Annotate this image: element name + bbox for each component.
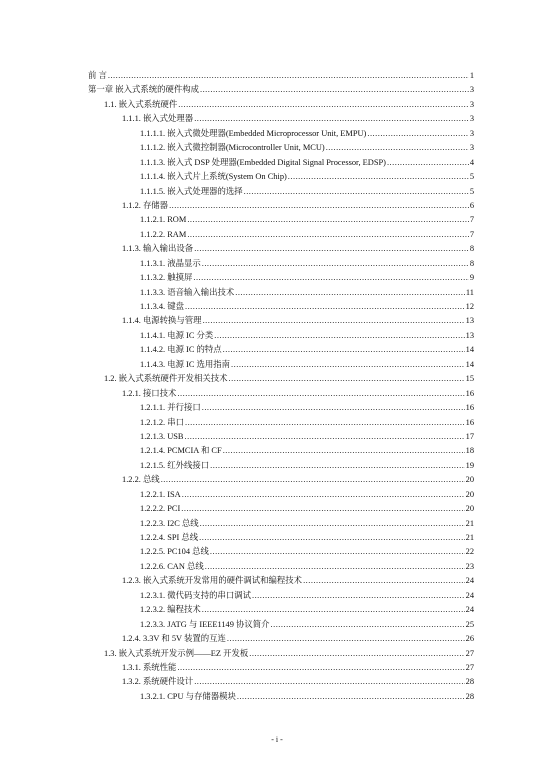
toc-entry-page-number: 25 [465, 619, 474, 629]
toc-entry[interactable] [88, 83, 474, 97]
toc-leader-dots [387, 156, 469, 170]
toc-entry-page-number: 8 [469, 244, 474, 254]
toc-entry-title: 1.1.1. 嵌入式处理器 [122, 114, 194, 124]
page-footer-number: - i - [271, 735, 283, 744]
toc-leader-dots [203, 314, 465, 328]
toc-leader-dots [227, 632, 465, 646]
toc-entry-title: 1.2.3. 嵌入式系统开发常用的硬件调试和编程技术 [122, 576, 303, 586]
toc-leader-dots [223, 444, 465, 458]
toc-entry-page-number: 21 [465, 518, 474, 528]
toc-entry-title: 1.1.4. 电源转换与管理 [122, 316, 202, 326]
toc-entry[interactable] [88, 213, 474, 227]
toc-entry-page-number: 19 [465, 460, 474, 470]
toc-entry-title: 1.2.2.3. I2C 总线 [140, 518, 199, 528]
toc-entry-title: 1.2.1.4. PCMCIA 和 CF [140, 446, 222, 456]
toc-entry[interactable] [88, 416, 474, 430]
toc-leader-dots [223, 343, 465, 357]
toc-entry[interactable] [88, 603, 474, 617]
toc-entry-page-number: 20 [465, 475, 474, 485]
toc-leader-dots [210, 459, 465, 473]
toc-entry[interactable] [88, 661, 474, 675]
toc-entry-title: 1.1.4.1. 电源 IC 分类 [140, 330, 214, 340]
toc-entry[interactable] [88, 545, 474, 559]
toc-entry[interactable] [88, 690, 474, 704]
toc-leader-dots [169, 199, 469, 213]
toc-entry[interactable] [88, 286, 474, 300]
toc-entry-page-number: 1 [469, 71, 474, 80]
toc-entry[interactable] [88, 430, 474, 444]
toc-entry[interactable] [88, 459, 474, 473]
toc-leader-dots [185, 430, 465, 444]
toc-entry-page-number: 23 [465, 561, 474, 571]
toc-entry-page-number: 12 [465, 302, 474, 311]
toc-entry[interactable] [88, 517, 474, 531]
toc-leader-dots [108, 69, 469, 83]
toc-entry-page-number: 3 [469, 114, 474, 124]
toc-entry-page-number: 28 [465, 677, 474, 687]
table-of-contents [88, 69, 474, 704]
toc-leader-dots [202, 603, 465, 617]
toc-entry[interactable] [88, 560, 474, 574]
toc-entry-page-number: 27 [465, 662, 474, 672]
toc-leader-dots [177, 387, 464, 401]
toc-entry-title: 1.1.2. 存储器 [122, 200, 169, 210]
toc-entry-page-number: 4 [469, 157, 474, 167]
toc-entry[interactable] [88, 242, 474, 256]
toc-leader-dots [199, 531, 464, 545]
toc-entry-title: 第一章 嵌入式系统的硬件构成 [88, 85, 199, 95]
toc-entry-page-number: 5 [469, 186, 474, 196]
toc-leader-dots [288, 170, 469, 184]
toc-leader-dots [210, 545, 465, 559]
toc-entry[interactable] [88, 329, 474, 343]
toc-entry-page-number: 7 [469, 215, 474, 225]
toc-entry[interactable] [88, 156, 474, 170]
toc-leader-dots [161, 473, 465, 487]
toc-leader-dots [367, 127, 468, 141]
toc-entry-title: 1.2.1.2. 串口 [140, 417, 184, 427]
toc-entry[interactable] [88, 300, 474, 314]
toc-entry[interactable] [88, 387, 474, 401]
toc-entry-page-number: 20 [465, 504, 474, 514]
toc-entry-page-number: 18 [465, 446, 474, 456]
toc-leader-dots [229, 372, 465, 386]
toc-entry-page-number: 9 [469, 273, 474, 283]
toc-entry-page-number: 22 [465, 547, 474, 557]
toc-entry-page-number: 3 [469, 128, 474, 138]
toc-entry-page-number: 7 [469, 229, 474, 239]
toc-entry-title: 1.1.1.3. 嵌入式 DSP 处理器(Embedded Digital Signal Processor, EDSP) [140, 157, 386, 167]
toc-entry-page-number: 3 [469, 99, 474, 109]
toc-entry[interactable] [88, 488, 474, 502]
toc-entry-page-number: 26 [465, 634, 474, 644]
toc-entry[interactable] [88, 372, 474, 386]
toc-entry-page-number: 16 [465, 417, 474, 427]
toc-entry[interactable] [88, 473, 474, 487]
toc-entry-title: 1.2.1. 接口技术 [122, 388, 177, 398]
toc-leader-dots [177, 661, 464, 675]
toc-entry-page-number: 24 [465, 590, 474, 600]
toc-entry-page-number: 8 [469, 258, 474, 268]
toc-entry-title: 1.2.1.5. 红外线接口 [140, 460, 210, 470]
toc-leader-dots [271, 618, 465, 632]
toc-entry[interactable] [88, 185, 474, 199]
toc-entry[interactable] [88, 141, 474, 155]
toc-entry[interactable] [88, 675, 474, 689]
toc-leader-dots [194, 112, 469, 126]
toc-entry-title: 1.1.3.3. 语音输入输出技术 [140, 287, 235, 297]
toc-entry-page-number: 13 [465, 330, 474, 340]
toc-entry[interactable] [88, 98, 474, 112]
toc-entry-title: 1.2.2.4. SPI 总线 [140, 533, 199, 542]
toc-entry-page-number: 27 [465, 648, 474, 658]
toc-entry-page-number: 15 [465, 374, 474, 384]
toc-leader-dots [182, 488, 465, 502]
toc-entry-title: 1.1.1.2. 嵌入式微控制器(Microcontroller Unit, MCU) [140, 143, 325, 153]
toc-entry[interactable] [88, 127, 474, 141]
toc-entry-page-number: 28 [465, 691, 474, 701]
toc-entry[interactable] [88, 632, 474, 646]
toc-entry[interactable] [88, 589, 474, 603]
toc-entry[interactable] [88, 444, 474, 458]
toc-leader-dots [237, 690, 465, 704]
toc-entry-page-number: 14 [465, 345, 474, 355]
toc-entry[interactable] [88, 228, 474, 242]
toc-entry-title: 1.1.3. 输入输出设备 [122, 244, 194, 254]
toc-leader-dots [194, 675, 464, 689]
toc-entry-title: 1.1.2.1. ROM [140, 215, 187, 225]
toc-entry-page-number: 16 [465, 388, 474, 398]
toc-entry-title: 1.1.4.3. 电源 IC 选用指南 [140, 359, 231, 369]
toc-entry[interactable] [88, 257, 474, 271]
toc-leader-dots [187, 213, 469, 227]
toc-entry-title: 1.1.1.1. 嵌入式微处理器(Embedded Microprocessor Unit, EMPU) [140, 128, 367, 138]
toc-entry-page-number: 24 [465, 576, 474, 586]
toc-entry[interactable] [88, 170, 474, 184]
toc-entry-title: 1.1.2.2. RAM [140, 229, 187, 239]
toc-leader-dots [231, 358, 465, 372]
toc-entry-title: 1.1.3.4. 键盘 [140, 302, 184, 311]
toc-entry-page-number: 6 [469, 200, 474, 210]
toc-entry-title: 1.3.1. 系统性能 [122, 662, 177, 672]
toc-entry-page-number: 13 [465, 316, 474, 326]
toc-leader-dots [185, 416, 465, 430]
toc-entry[interactable] [88, 314, 474, 328]
toc-leader-dots [205, 560, 465, 574]
toc-entry-page-number: 14 [465, 359, 474, 369]
toc-entry[interactable] [88, 618, 474, 632]
toc-leader-dots [187, 228, 469, 242]
toc-leader-dots [235, 286, 465, 300]
toc-entry-title: 1.1.3.1. 液晶显示 [140, 258, 201, 268]
toc-entry[interactable] [88, 199, 474, 213]
toc-entry-page-number: 3 [469, 85, 474, 95]
toc-entry-title: 1.3.2.1. CPU 与存储器模块 [140, 691, 236, 701]
toc-leader-dots [303, 574, 465, 588]
toc-entry-title: 前 言 [88, 71, 107, 80]
toc-leader-dots [194, 242, 469, 256]
toc-entry-title: 1.2.2.2. PCI [140, 504, 181, 514]
toc-entry-page-number: 17 [465, 431, 474, 441]
toc-entry[interactable] [88, 343, 474, 357]
toc-entry-page-number: 5 [469, 172, 474, 182]
toc-entry[interactable] [88, 502, 474, 516]
toc-entry-page-number: 20 [465, 489, 474, 499]
toc-entry-title: 1.1.1.5. 嵌入式处理器的选择 [140, 186, 243, 196]
toc-leader-dots [249, 647, 464, 661]
toc-entry[interactable] [88, 401, 474, 415]
toc-entry-page-number: 16 [465, 403, 474, 413]
toc-entry-title: 1.2.3.1. 微代码支持的串口调试 [140, 590, 251, 600]
toc-entry[interactable] [88, 358, 474, 372]
toc-leader-dots [326, 141, 469, 155]
toc-leader-dots [244, 185, 469, 199]
toc-entry-page-number: 3 [469, 143, 474, 153]
toc-entry-page-number: 11 [465, 287, 474, 297]
toc-leader-dots [193, 271, 468, 285]
toc-leader-dots [185, 300, 465, 314]
toc-entry-title: 1.2.2.1. ISA [140, 489, 181, 499]
toc-entry[interactable] [88, 69, 474, 83]
toc-entry-title: 1.2. 嵌入式系统硬件开发相关技术 [104, 374, 228, 384]
toc-entry-title: 1.1.4.2. 电源 IC 的特点 [140, 345, 222, 355]
toc-entry-title: 1.2.1.1. 并行接口 [140, 403, 201, 413]
toc-entry-title: 1.1.1.4. 嵌入式片上系统(System On Chip) [140, 172, 287, 182]
toc-leader-dots [202, 257, 469, 271]
toc-leader-dots [181, 502, 464, 516]
toc-entry-title: 1.2.2. 总线 [122, 475, 160, 485]
toc-entry[interactable] [88, 574, 474, 588]
toc-leader-dots [200, 83, 469, 97]
toc-leader-dots [178, 98, 469, 112]
toc-entry-title: 1.3.2. 系统硬件设计 [122, 677, 194, 687]
toc-entry-page-number: 21 [465, 533, 474, 542]
toc-entry[interactable] [88, 112, 474, 126]
toc-leader-dots [200, 517, 465, 531]
toc-leader-dots [202, 401, 465, 415]
toc-entry-title: 1.2.3.3. JATG 与 IEEE1149 协议简介 [140, 619, 270, 629]
toc-entry[interactable] [88, 531, 474, 545]
toc-entry-title: 1.3. 嵌入式系统开发示例——EZ 开发板 [104, 648, 249, 658]
toc-entry-title: 1.2.3.2. 编程技术 [140, 605, 201, 615]
toc-entry-title: 1.2.2.6. CAN 总线 [140, 561, 204, 571]
toc-entry-title: 1.2.2.5. PC104 总线 [140, 547, 209, 557]
toc-entry[interactable] [88, 271, 474, 285]
toc-leader-dots [214, 329, 464, 343]
toc-entry-title: 1.1.3.2. 触摸屏 [140, 273, 193, 283]
toc-entry-title: 1.2.1.3. USB [140, 431, 184, 441]
toc-entry-title: 1.1. 嵌入式系统硬件 [104, 99, 178, 109]
toc-leader-dots [252, 589, 465, 603]
toc-entry-page-number: 24 [465, 605, 474, 615]
toc-entry[interactable] [88, 647, 474, 661]
toc-entry-title: 1.2.4. 3.3V 和 5V 装置的互连 [122, 634, 226, 644]
